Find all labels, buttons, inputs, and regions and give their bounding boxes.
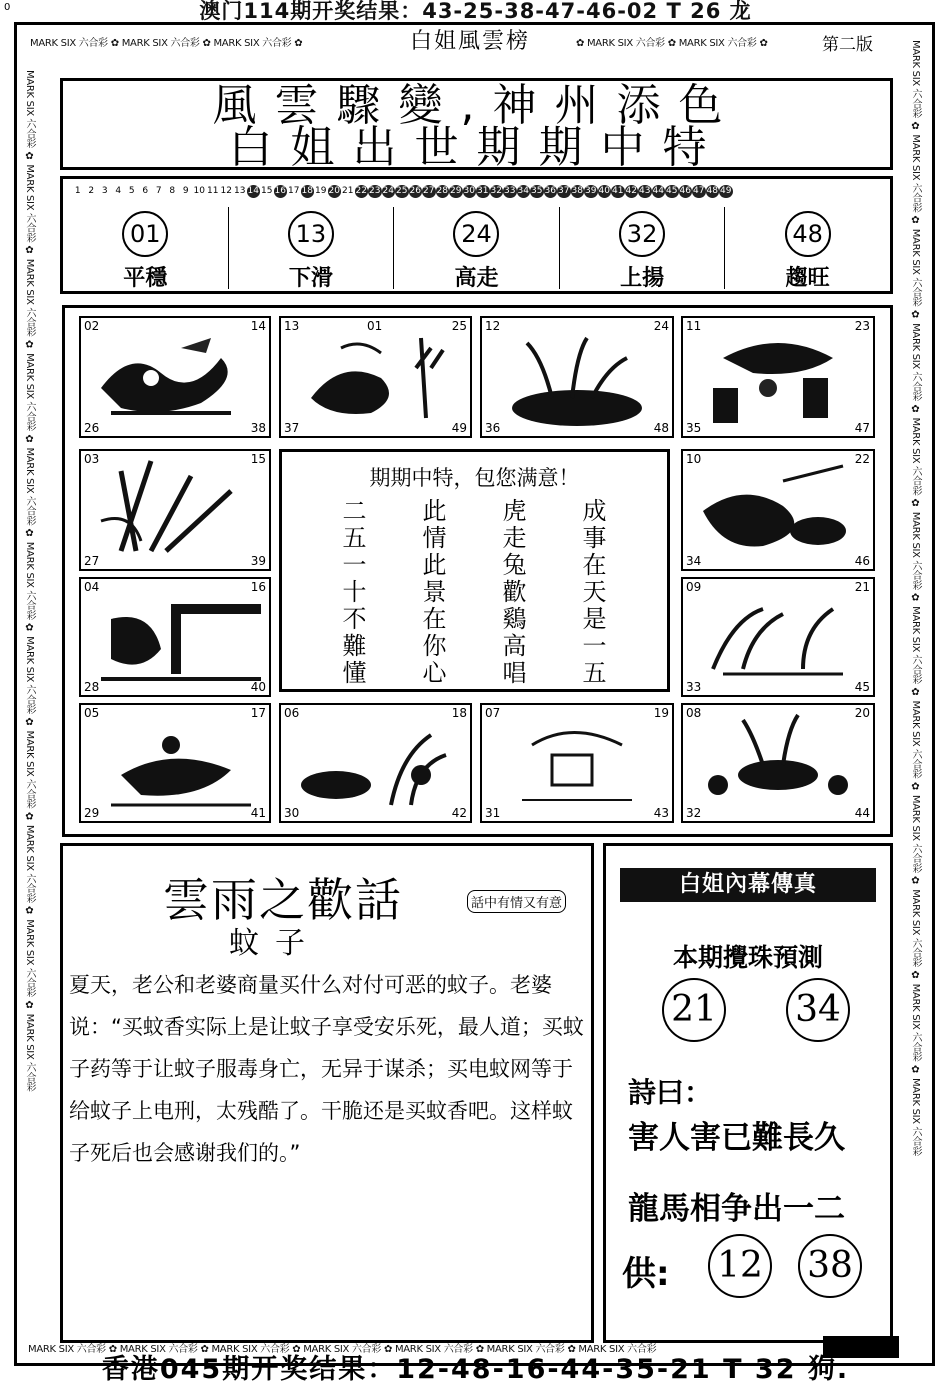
strip-number: 28: [436, 186, 448, 196]
cell-number: 03: [84, 452, 100, 466]
picture-cell: [480, 703, 674, 823]
cell-number: 12: [485, 319, 501, 333]
story-box: [60, 843, 594, 1343]
picture-cell: [79, 449, 271, 571]
poem-column: 二五一十不難懂: [342, 497, 367, 687]
cell-number: 45: [854, 680, 870, 694]
picture-cell: [681, 316, 875, 438]
pick-label: 平穩: [123, 266, 168, 291]
ink-painting-icon: [81, 318, 269, 436]
pick-number: 48: [785, 211, 831, 257]
ink-painting-icon: [683, 451, 873, 569]
cell-number: 28: [84, 680, 100, 694]
pick-4: [560, 207, 726, 289]
cell-number: 49: [451, 421, 467, 435]
pick-1: [63, 207, 229, 289]
cell-number: 13: [284, 319, 300, 333]
side-poem-line-2: 龍馬相争出一二: [628, 1191, 845, 1227]
picture-cell: [79, 316, 271, 438]
number-strip: [71, 185, 886, 203]
strip-number: 15: [261, 186, 273, 196]
side-banner: 白姐內幕傳真: [620, 868, 876, 902]
gong-number: 38: [798, 1234, 862, 1298]
watermark-top-left: MARK SIX 六合彩 ✿ MARK SIX 六合彩 ✿ MARK SIX 六合彩 ✿: [30, 38, 303, 49]
strip-number: 39: [585, 186, 597, 196]
strip-number: 22: [355, 186, 367, 196]
cell-number: 32: [686, 806, 702, 820]
cell-number: 48: [653, 421, 669, 435]
cell-number: 16: [250, 580, 266, 594]
ink-painting-icon: [683, 579, 873, 695]
strip-number: 3: [101, 186, 108, 196]
strip-number: 29: [450, 186, 462, 196]
strip-number: 9: [182, 186, 189, 196]
corner-mark: 0: [4, 2, 11, 13]
ink-painting-icon: [482, 318, 672, 436]
strip-number: 26: [409, 186, 421, 196]
story-title: 雲雨之歡話: [163, 873, 403, 927]
cell-number: 26: [84, 421, 100, 435]
cell-number: 02: [84, 319, 100, 333]
headline-line-1: 風雲驟變,神州添色: [212, 80, 741, 131]
strip-number: 1: [74, 186, 81, 196]
side-panel: [603, 843, 893, 1343]
ink-painting-icon: [281, 318, 470, 436]
pick-number: 13: [288, 211, 334, 257]
pick-label: 高走: [454, 266, 499, 291]
strip-number: 36: [544, 186, 556, 196]
strip-number: 38: [571, 186, 583, 196]
cell-number: 43: [653, 806, 669, 820]
strip-number: 30: [463, 186, 475, 196]
cell-number: 07: [485, 706, 501, 720]
strip-number: 11: [207, 186, 219, 196]
pick-2: [229, 207, 395, 289]
cell-number: 04: [84, 580, 100, 594]
cell-number: 35: [686, 421, 702, 435]
cell-number: 30: [284, 806, 300, 820]
strip-number: 41: [612, 186, 624, 196]
bottom-result-banner: 香港045期开奖结果：12-48-16-44-35-21 T 32 狗.: [101, 1354, 850, 1385]
story-subtitle: 蚊子: [229, 926, 321, 961]
cell-number: 11: [686, 319, 702, 333]
cell-number: 27: [84, 554, 100, 568]
center-poem: [279, 449, 670, 692]
strip-number: 2: [88, 186, 95, 196]
strip-number: 5: [128, 186, 135, 196]
watermark-top-right: ✿ MARK SIX 六合彩 ✿ MARK SIX 六合彩 ✿: [576, 38, 768, 49]
side-poem-heading: 詩曰：: [628, 1076, 713, 1109]
picture-cell: [681, 449, 875, 571]
cell-number: 17: [250, 706, 266, 720]
cell-number: 10: [686, 452, 702, 466]
ink-painting-icon: [683, 705, 873, 821]
ink-painting-icon: [683, 318, 873, 436]
cell-number: 40: [250, 680, 266, 694]
strip-number: 18: [301, 186, 313, 196]
watermark-right-column: MARK SIX 六合彩 ✿ MARK SIX 六合彩 ✿ MARK SIX 六合彩 ✿ MARK SIX 六合彩 ✿ MARK SIX 六合彩 ✿ MARK SIX 六合彩 ✿ MARK SIX 六合彩 ✿ MARK SIX 六合彩 ✿ MARK SIX 六合彩 ✿ MARK SIX 六合彩 ✿ MARK SIX 六合彩 ✿ MARK SIX 六合彩: [910, 40, 921, 1156]
top-result-banner: 澳门114期开奖结果：43-25-38-47-46-02 T 26 龙: [199, 0, 752, 23]
strip-number: 46: [679, 186, 691, 196]
picture-cell: [279, 316, 472, 438]
cell-number: 29: [84, 806, 100, 820]
strip-number: 6: [142, 186, 149, 196]
ink-painting-icon: [81, 579, 269, 695]
cell-number: 34: [686, 554, 702, 568]
poem-column: 成事在天是一五: [582, 497, 607, 687]
cell-number: 09: [686, 580, 702, 594]
strip-number: 10: [193, 186, 205, 196]
cell-number: 37: [284, 421, 300, 435]
strip-number: 32: [490, 186, 502, 196]
page-title: 白姐風雲榜: [409, 29, 530, 54]
cell-number: 08: [686, 706, 702, 720]
picture-cell: [79, 577, 271, 697]
strip-number: 48: [706, 186, 718, 196]
cell-number: 24: [653, 319, 669, 333]
cell-number: 31: [485, 806, 501, 820]
pick-label: 趨旺: [785, 266, 830, 291]
strip-number: 14: [247, 186, 259, 196]
cell-number: 22: [854, 452, 870, 466]
poem-column: 此情此景在你心: [422, 497, 447, 687]
watermark-bottom: MARK SIX 六合彩 ✿ MARK SIX 六合彩 ✿ MARK SIX 六合彩 ✿ MARK SIX 六合彩 ✿ MARK SIX 六合彩 ✿ MARK SIX 六合彩 ✿ MARK SIX 六合彩: [28, 1344, 657, 1355]
strip-number: 20: [328, 186, 340, 196]
watermark-left-column: MARK SIX 六合彩 ✿ MARK SIX 六合彩 ✿ MARK SIX 六合彩 ✿ MARK SIX 六合彩 ✿ MARK SIX 六合彩 ✿ MARK SIX 六合彩 ✿ MARK SIX 六合彩 ✿ MARK SIX 六合彩 ✿ MARK SIX 六合彩 ✿ MARK SIX 六合彩 ✿ MARK SIX 六合彩: [24, 70, 35, 1092]
cell-number: 15: [250, 452, 266, 466]
strip-number: 27: [423, 186, 435, 196]
strip-number: 43: [639, 186, 651, 196]
picture-cell: [79, 703, 271, 823]
strip-number: 31: [477, 186, 489, 196]
pick-3: [394, 207, 560, 289]
pick-label: 上揚: [620, 266, 665, 291]
picture-cell: [681, 703, 875, 823]
gong-label: 供:: [622, 1254, 670, 1294]
strip-number: 24: [382, 186, 394, 196]
picture-cell: [480, 316, 674, 438]
strip-number: 17: [288, 186, 300, 196]
strip-number: 8: [169, 186, 176, 196]
strip-number: 34: [517, 186, 529, 196]
strip-number: 47: [693, 186, 705, 196]
prediction-number: 34: [786, 978, 850, 1042]
cell-number: 39: [250, 554, 266, 568]
picks-row: [63, 207, 890, 289]
strip-number: 42: [625, 186, 637, 196]
headline-box: [60, 78, 893, 173]
pick-number: 24: [453, 211, 499, 257]
cell-number: 01: [367, 319, 383, 333]
strip-number: 25: [396, 186, 408, 196]
ink-painting-icon: [81, 705, 269, 821]
pick-number: 32: [619, 211, 665, 257]
cell-number: 21: [854, 580, 870, 594]
pick-label: 下滑: [288, 266, 333, 291]
prediction-number: 21: [662, 978, 726, 1042]
cell-number: 19: [653, 706, 669, 720]
cell-number: 33: [686, 680, 702, 694]
strip-number: 13: [234, 186, 246, 196]
strip-number: 19: [315, 186, 327, 196]
strip-number: 7: [155, 186, 162, 196]
cell-number: 05: [84, 706, 100, 720]
cell-number: 41: [250, 806, 266, 820]
poem-heading: 期期中特，包您满意！: [369, 466, 580, 490]
gong-number: 12: [708, 1234, 772, 1298]
strip-number: 35: [531, 186, 543, 196]
cell-number: 38: [250, 421, 266, 435]
strip-number: 23: [369, 186, 381, 196]
cell-number: 20: [854, 706, 870, 720]
strip-number: 12: [220, 186, 232, 196]
ink-painting-icon: [482, 705, 672, 821]
picture-cell: [681, 577, 875, 697]
strip-number: 16: [274, 186, 286, 196]
strip-number: 49: [720, 186, 732, 196]
cell-number: 18: [451, 706, 467, 720]
prediction-title: 本期攪珠預測: [672, 943, 823, 972]
edition-label: 第二版: [822, 35, 873, 55]
strip-number: 33: [504, 186, 516, 196]
ink-painting-icon: [281, 705, 470, 821]
strip-number: 44: [652, 186, 664, 196]
pick-5: [725, 207, 890, 289]
cell-number: 42: [451, 806, 467, 820]
strip-number: 21: [342, 186, 354, 196]
strip-number: 40: [598, 186, 610, 196]
headline-line-2: 白姐出世期期中特: [228, 122, 725, 173]
cell-number: 36: [485, 421, 501, 435]
cell-number: 44: [854, 806, 870, 820]
cell-number: 46: [854, 554, 870, 568]
strip-number: 4: [115, 186, 122, 196]
poem-column: 虎走兔歡鷄高唱: [502, 497, 527, 687]
ink-painting-icon: [81, 451, 269, 569]
picture-cell: [279, 703, 472, 823]
pick-number: 01: [122, 211, 168, 257]
cell-number: 06: [284, 706, 300, 720]
cell-number: 47: [854, 421, 870, 435]
side-poem-line-1: 害人害已難長久: [628, 1120, 845, 1156]
poem-columns: [282, 498, 667, 687]
cell-number: 14: [250, 319, 266, 333]
cell-number: 25: [451, 319, 467, 333]
number-panel: [60, 176, 893, 294]
strip-number: 37: [558, 186, 570, 196]
story-note: 話中有情又有意: [467, 890, 566, 913]
strip-number: 45: [666, 186, 678, 196]
story-body: 夏天，老公和老婆商量买什么对付可恶的蚊子。老婆说：“买蚊香实际上是让蚊子享受安乐死，最人道；买蚊子药等于让蚊子服毒身亡，无异于谋杀；买电蚊网等于给蚊子上电刑，太残酷了。干脆还是买蚊香吧。这样蚊子死后也会感谢我们的。”: [69, 973, 584, 1165]
cell-number: 23: [854, 319, 870, 333]
